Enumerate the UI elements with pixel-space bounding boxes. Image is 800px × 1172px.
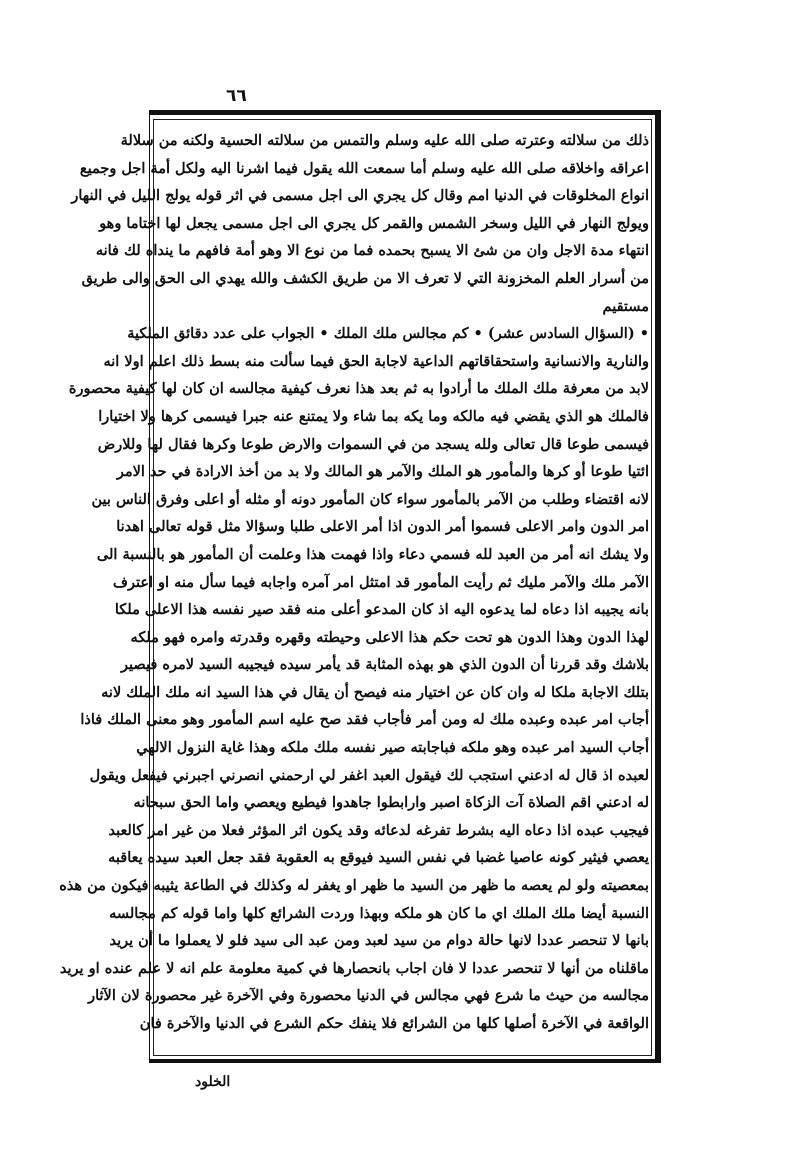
page-number: ٦٦ — [226, 86, 247, 106]
text-line: فيجيب عبده اذا دعاه اليه بشرط تفرغه لدعائه وقد يكون اثر المؤثر فعلا من غير امر كالعبد — [108, 821, 649, 839]
text-line: الآمر ملك والآمر مليك ثم رأيت المأمور قد امتثل امر آمره واجابه فيما سأل منه او اعترف — [112, 573, 649, 591]
text-line: فالملك هو الذي يقضي فيه مالكه وما يكه بما شاء ولا يمتنع عنه جبرا فيسمى كرها ولا اختيارا — [98, 407, 649, 425]
text-line: له ادعني اقم الصلاة آت الزكاة اصبر وارابطوا جاهدوا فيطيع ويعصي واما الحق سبحانه — [133, 794, 649, 812]
text-line: مستقيم — [602, 297, 649, 315]
text-frame — [59, 110, 661, 1063]
text-line: لهذا الدون وهذا الدون هو تحت حكم هذا الاعلى وحيطته وقهره وقدرته وامره فهو ملكه — [130, 628, 649, 646]
text-line: لابد من معرفة ملك الملك ما أرادوا به ثم بعد هذا نعرف كيفية مجالسه ان كان لها كيفية محصورة — [68, 380, 649, 398]
text-line: انتهاء مدة الاجل وان من شئ الا يسبح بحمده فما من نوع الا وهو أمة فافهم ما ينداه لك فانه — [95, 242, 649, 260]
text-line: ويولج النهار في الليل وسخر الشمس والقمر كل يجري الى اجل مسمى يجعل لها اختاما وهو — [99, 214, 649, 232]
text-line: لانه اقتضاء وطلب من الآمر بالمأمور سواء كان المأمور دونه أو مثله أو اعلى وفرق الناس بين — [91, 490, 649, 508]
text-block — [59, 127, 649, 1038]
text-line: بتلك الاجابة ملكا له وان كان عن اختيار منه فيصح أن يقال في هذا السيد انه ملك الملك لانه — [101, 683, 649, 701]
text-line: انواع المخلوقات في الدنيا امم وقال كل يجري الى اجل مسمى في اثر قوله يولج الليل في النهار — [71, 187, 649, 205]
text-line: يعصي فيثير كونه عاصيا غضبا في نفس السيد فيوقع به العقوبة فقد جعل العبد سيده يعاقبه — [108, 849, 649, 867]
text-line: فيسمى طوعا قال تعالى ولله يسجد من في السموات والارض طوعا وكرها فقال لها وللارض — [97, 435, 649, 453]
text-line: بانها لا تنحصر عددا لانها حالة دوام من سيد لعبد ومن عبد الى سيد فلو لا يعملوا ما أن يريد — [109, 932, 649, 950]
text-line: ائتيا طوعا أو كرها والمأمور هو الملك والآمر هو المالك ولا بد من أخذ الارادة في حد الامر — [116, 463, 649, 481]
text-line: النسبة أيضا ملك الملك اي ما كان هو ملكه وبهذا وردت الشرائع كلها واما قوله كم مجالسه — [109, 904, 649, 922]
text-line: لعبده اذ قال له ادعني استجب لك فيقول العبد اغفر لي ارحمني انصرني اجبرني فيفعل ويقول — [89, 766, 649, 784]
text-line: من أسرار العلم المخزونة التي لا تعرف الا من طريق الكشف والله يهدي الى الحق والى طريق — [81, 269, 649, 287]
text-line: بانه يجيبه اذا دعاه لما يدعوه اليه اذ كان المدعو أعلى منه فقد صير نفسه هذا الاعلى ملكا — [114, 601, 649, 619]
text-line: اعراقه واخلاقه صلى الله عليه وسلم أما سمعت الله يقول فيما اشرنا اليه ولكل أمة اجل وجميع — [79, 159, 649, 177]
catchword: الخلود — [195, 1074, 231, 1090]
text-line: أجاب امر عبده وعبده ملك له ومن أمر فأجاب فقد صح عليه اسم المأمور وهو معنى الملك فاذا — [80, 711, 649, 729]
text-line: أجاب السيد امر عبده وهو ملكه فباجابته صير نفسه ملك ملكه وهذا غاية النزول الالهي — [136, 739, 649, 757]
text-line: امر الدون وامر الاعلى فسموا أمر الدون اذا أمر الاعلى طلبا وسؤالا مثل قوله تعالى اهدنا — [116, 518, 649, 536]
text-line: الواقعة في الآخرة أصلها كلها من الشرائع فلا ينفك حكم الشرع في الدنيا والآخرة فان — [139, 1015, 649, 1032]
text-line: بلاشك وقد قررنا أن الدون الذي هو بهذه المثابة قد يأمر سيده فيجيبه السيد لامره فيصير — [121, 656, 649, 674]
text-line: ماقلناه من أنها لا تنحصر عددا لا فان اجاب بانحصارها في كمية معلومة علم انه لا علم عنده او يريد — [59, 959, 649, 977]
text-line: ولا يشك انه أمر من العبد لله فسمي دعاء واذا فهمت هذا وعلمت أن المأمور هو بالنسبة الى — [96, 545, 649, 563]
text-line: مجالسه من حيث ما شرع فهي مجالس في الدنيا محصورة وفي الآخرة غير محصورة لان الآثار — [88, 987, 649, 1005]
text-line: ذلك من سلالته وعترته صلى الله عليه وسلم والتمس من سلالته الحسية ولكنه من سلالة — [120, 132, 649, 149]
text-line: والنارية والانسانية واستحقاقاتهم الداعية لاجابة الحق فيما سألت منه بسط ذلك اعلم اولا انه — [103, 352, 649, 370]
text-line: • (السؤال السادس عشر) • كم مجالس ملك الملك • الجواب على عدد دقائق الملكية — [127, 325, 649, 343]
text-line: بمعصيته ولو لم يعصه ما ظهر من السيد ما ظهر او يغفر له وكذلك في الطاعة يثيبه فيكون من هذه — [59, 877, 649, 895]
